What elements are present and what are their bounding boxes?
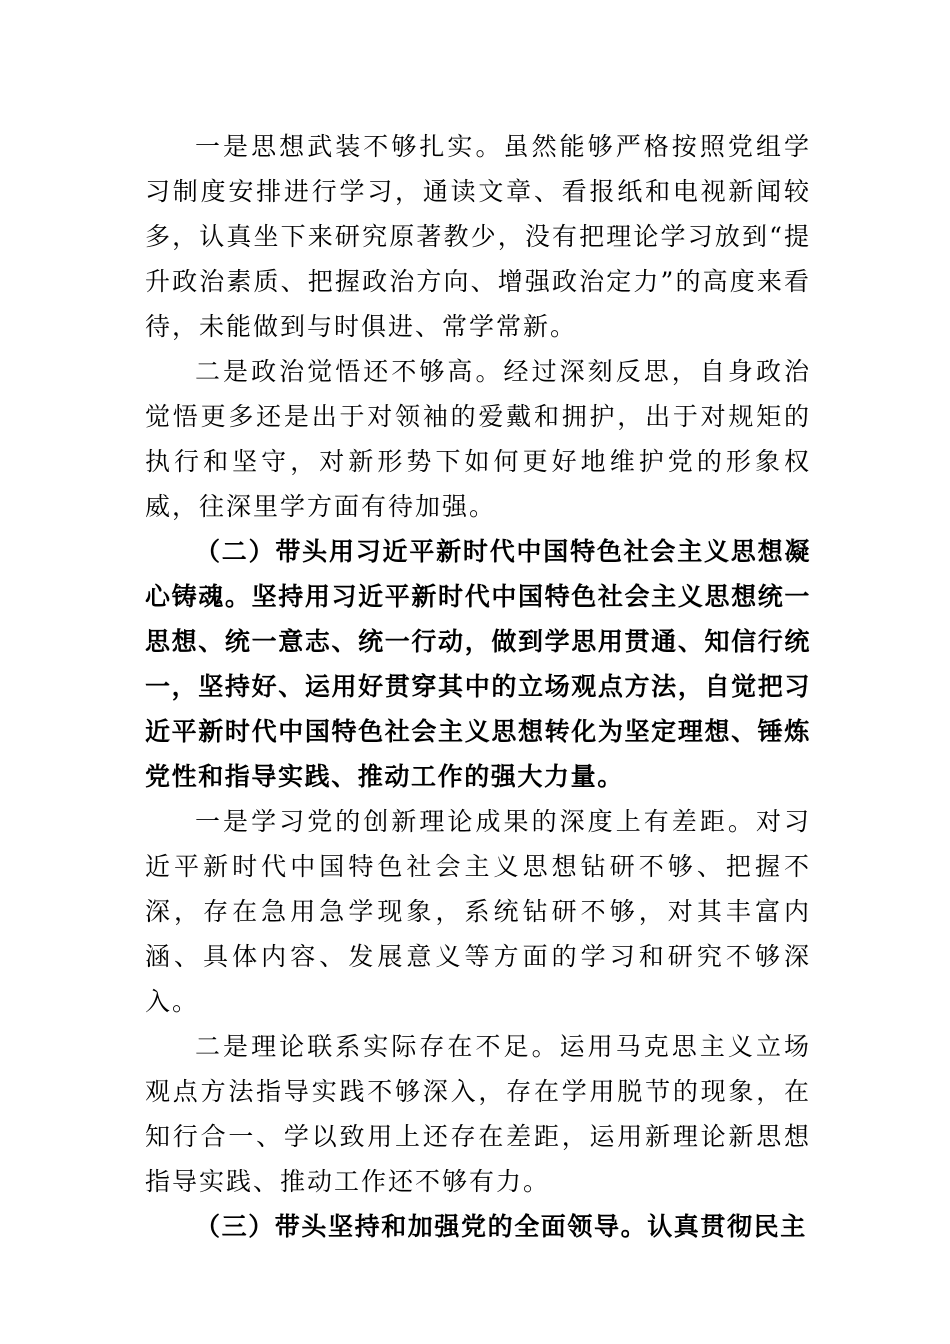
paragraph-theory-practice: 二是理论联系实际存在不足。运用马克思主义立场观点方法指导实践不够深入，存在学用脱节的现象，在知行合一、学以致用上还存在差距，运用新理论新思想指导实践、推动工作还不够有力。 xyxy=(145,1032,811,1196)
section-heading-2: （二）带头用习近平新时代中国特色社会主义思想凝心铸魂。坚持用习近平新时代中国特色社会主义思想统一思想、统一意志、统一行动，做到学思用贯通、知信行统一，坚持好、运用好贯穿其中的立场观点方法，自觉把习近平新时代中国特色社会主义思想转化为坚定理想、锤炼党性和指导实践、推动工作的强大力量。 xyxy=(145,537,811,791)
paragraph-study-depth: 一是学习党的创新理论成果的深度上有差距。对习近平新时代中国特色社会主义思想钻研不够、把握不深，存在急用急学现象，系统钻研不够，对其丰富内涵、具体内容、发展意义等方面的学习和研究不够深入。 xyxy=(145,807,811,1016)
section-heading-3: （三）带头坚持和加强党的全面领导。认真贯彻民主 xyxy=(195,1212,807,1241)
document-body xyxy=(145,124,811,1249)
paragraph-political-awareness: 二是政治觉悟还不够高。经过深刻反思，自身政治觉悟更多还是出于对领袖的爱戴和拥护，出于对规矩的执行和坚守，对新形势下如何更好地维护党的形象权威，往深里学方面有待加强。 xyxy=(145,357,811,521)
paragraph-ideological-armament: 一是思想武装不够扎实。虽然能够严格按照党组学习制度安排进行学习，通读文章、看报纸和电视新闻较多，认真坐下来研究原著教少，没有把理论学习放到“提升政治素质、把握政治方向、增强政治定力”的高度来看待，未能做到与时俱进、常学常新。 xyxy=(145,132,811,341)
